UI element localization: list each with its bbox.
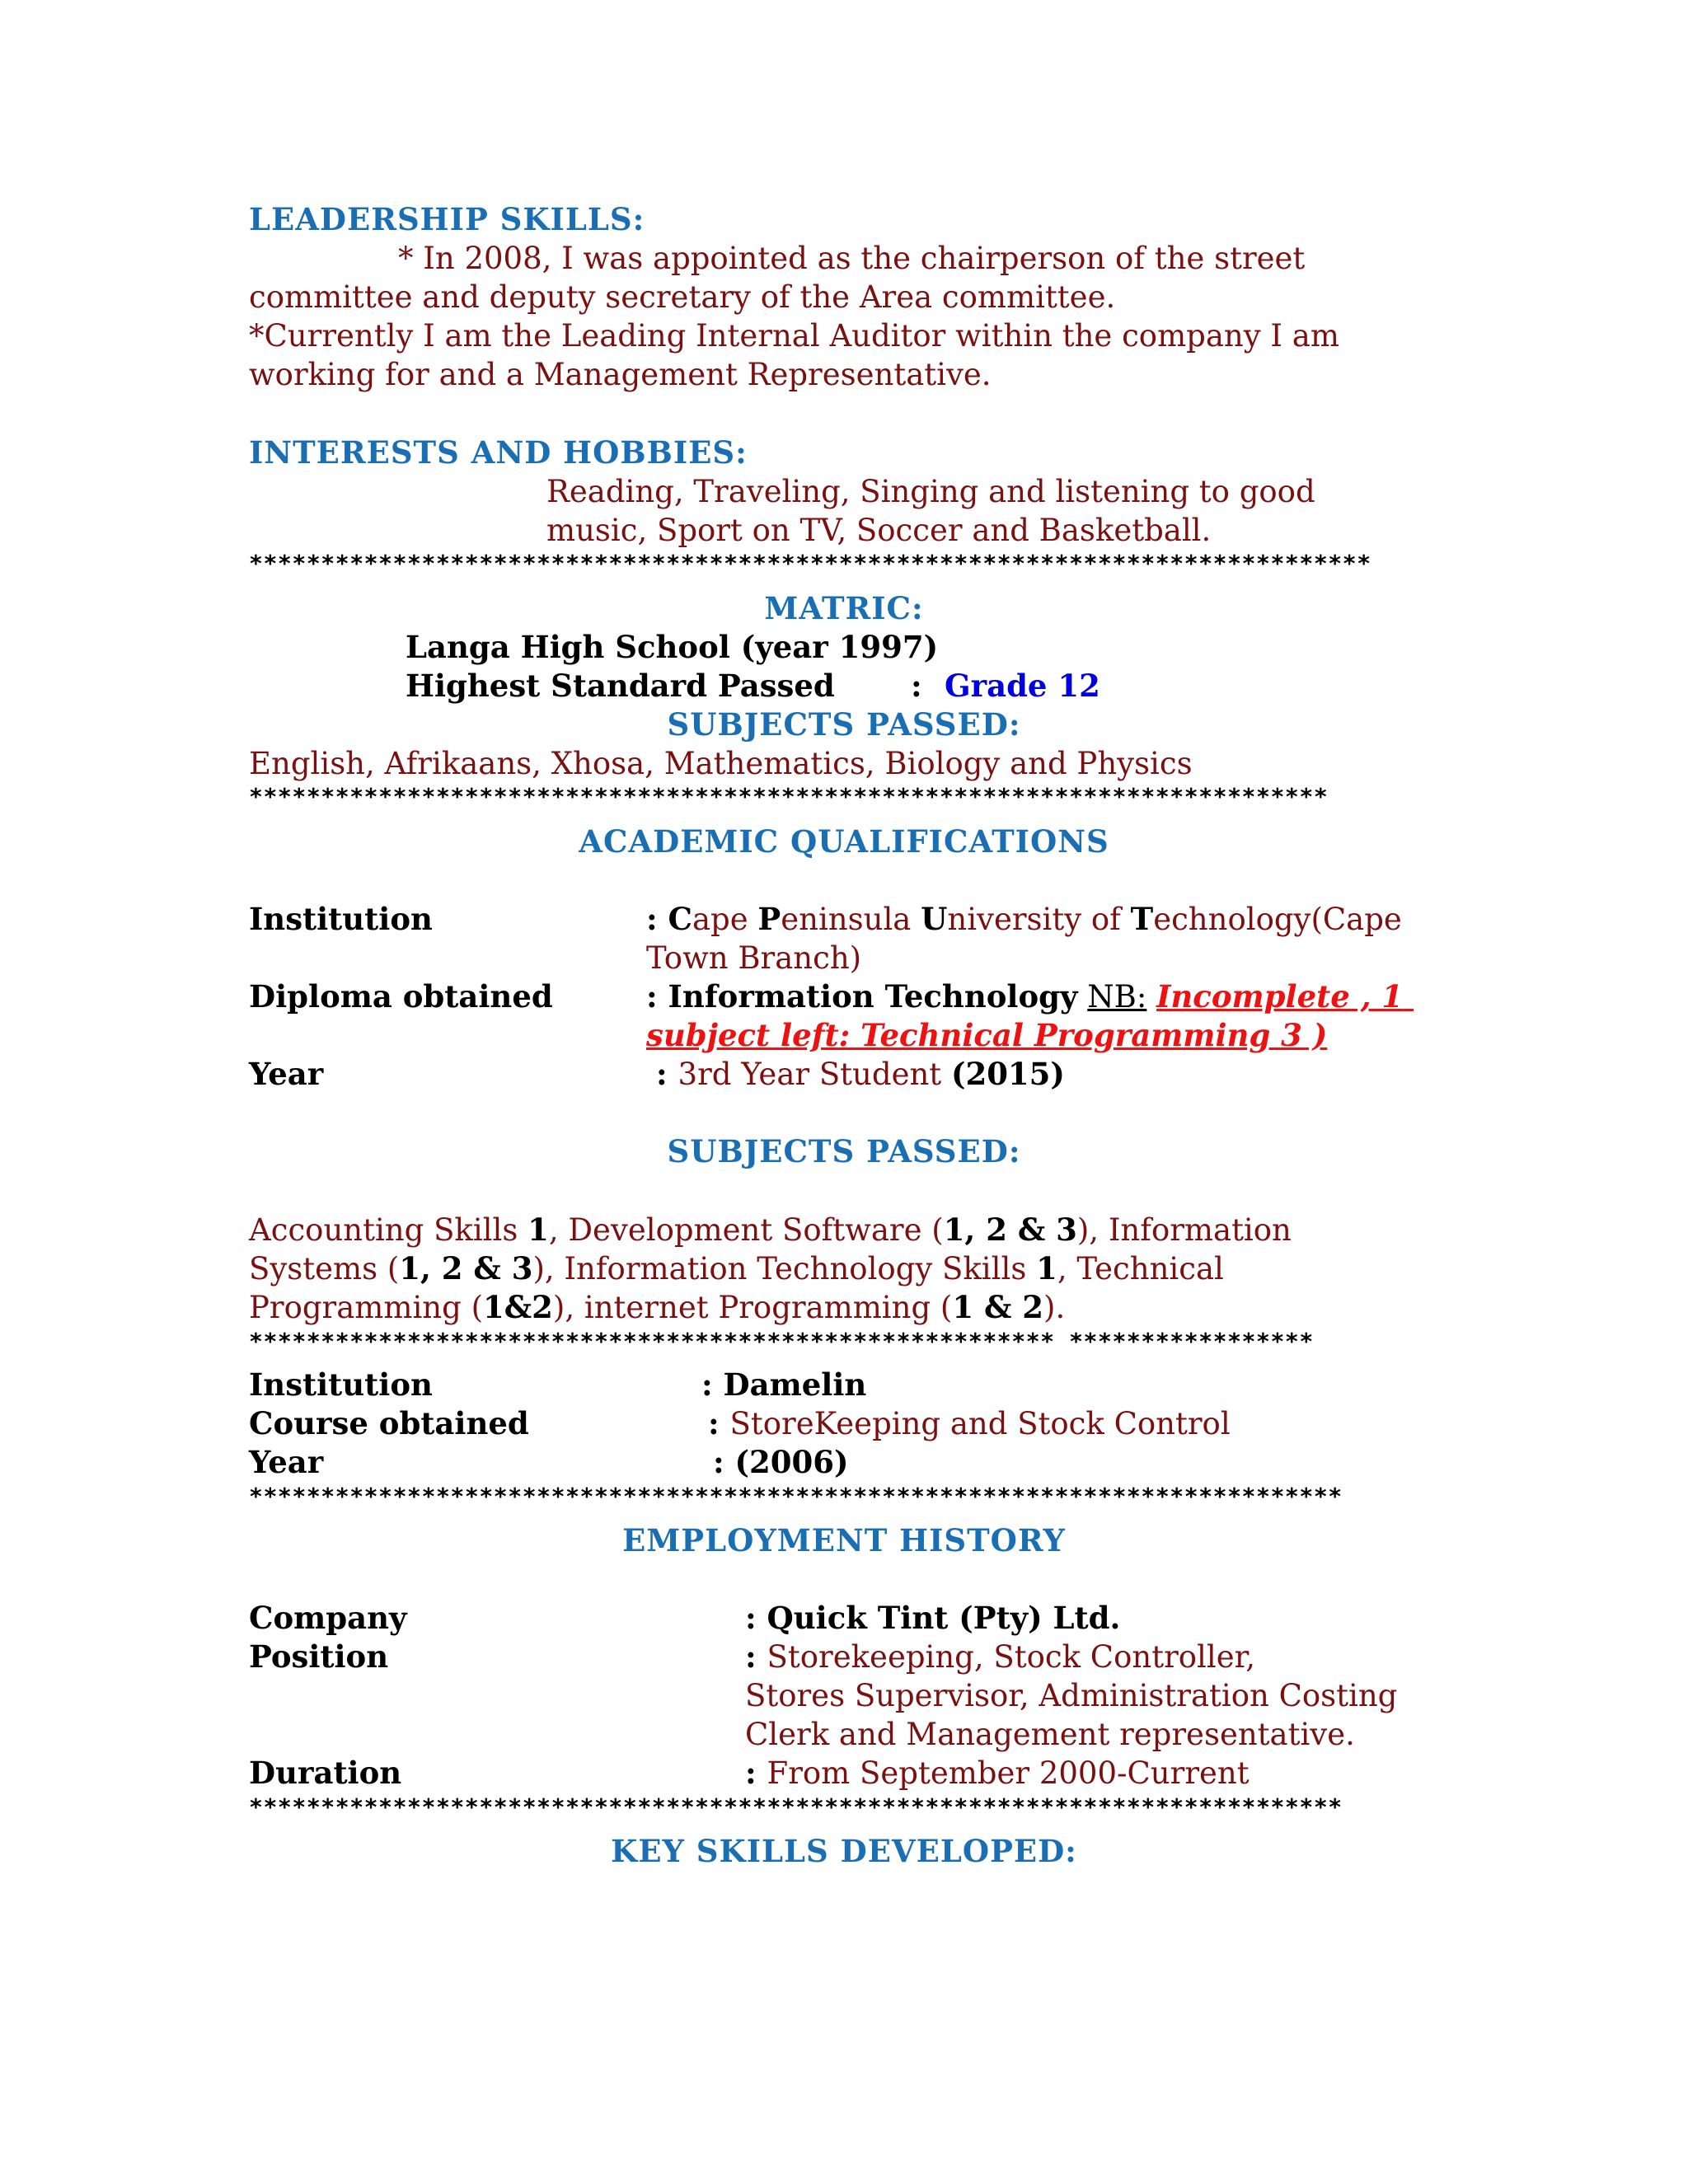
academic-heading: ACADEMIC QUALIFICATIONS <box>579 823 1109 860</box>
matric-standard-value: Grade 12 <box>945 668 1100 704</box>
duration-label: Duration <box>249 1755 402 1791</box>
diploma-label: Diploma obtained <box>249 978 553 1015</box>
company-value: : Quick Tint (Pty) Ltd. <box>745 1600 1121 1636</box>
separator-3: ******************************************************** ***************** <box>249 1328 1314 1355</box>
position-value-line-3: Clerk and Management representative. <box>745 1717 1355 1752</box>
separator-5: **************************************************************************** <box>249 1793 1343 1821</box>
leadership-line-2: committee and deputy secretary of the Area committee. <box>249 279 1116 315</box>
matric-heading: MATRIC: <box>764 590 924 626</box>
separator-2: *************************************************************************** <box>249 783 1329 810</box>
leadership-line-3: *Currently I am the Leading Internal Auditor within the company I am <box>249 318 1339 354</box>
matric-subjects-heading: SUBJECTS PASSED: <box>667 706 1021 743</box>
institution-value: : Cape Peninsula University of Technology(Cape <box>646 901 1402 937</box>
leadership-line-1: * In 2008, I was appointed as the chairperson of the street <box>398 241 1306 276</box>
academic-subjects-line-2: Systems (1, 2 & 3), Information Technology Skills 1, Technical <box>249 1250 1224 1286</box>
matric-subjects: English, Afrikaans, Xhosa, Mathematics, Biology and Physics <box>249 746 1193 781</box>
academic-subjects-line-3: Programming (1&2), internet Programming (1 & 2). <box>249 1289 1066 1325</box>
matric-standard-label: Highest Standard Passed <box>406 668 835 704</box>
diploma-incomplete-note: subject left: Technical Programming 3 ) <box>646 1017 1328 1053</box>
institution-value-line-2: Town Branch) <box>646 940 862 976</box>
damelin-institution-value: : Damelin <box>701 1366 867 1403</box>
duration-value: : From September 2000-Current <box>745 1755 1250 1791</box>
year-value: : 3rd Year Student (2015) <box>656 1056 1065 1092</box>
damelin-course-value: : StoreKeeping and Stock Control <box>708 1405 1231 1441</box>
interests-line-2: music, Sport on TV, Soccer and Basketball. <box>546 513 1212 548</box>
institution-label: Institution <box>249 901 433 937</box>
position-value-line-2: Stores Supervisor, Administration Costing <box>745 1678 1398 1713</box>
academic-subjects-line-1: Accounting Skills 1, Development Software (1, 2 & 3), Information <box>249 1212 1292 1248</box>
matric-standard-colon: : <box>911 668 922 704</box>
position-value-line-1: : Storekeeping, Stock Controller, <box>745 1638 1255 1675</box>
leadership-line-4: working for and a Management Representative. <box>249 357 992 392</box>
academic-subjects-heading: SUBJECTS PASSED: <box>667 1133 1021 1169</box>
damelin-year-value: : (2006) <box>713 1444 849 1480</box>
diploma-value: : Information Technology NB: Incomplete , 1 <box>646 978 1404 1015</box>
interests-heading: INTERESTS AND HOBBIES: <box>249 434 748 471</box>
damelin-institution-label: Institution <box>249 1366 433 1403</box>
position-label: Position <box>249 1638 389 1675</box>
interests-line-1: Reading, Traveling, Singing and listening to good <box>546 474 1315 509</box>
separator-4: **************************************************************************** <box>249 1483 1343 1510</box>
company-label: Company <box>249 1600 407 1636</box>
key-skills-heading: KEY SKILLS DEVELOPED: <box>611 1833 1077 1869</box>
separator-1: ****************************************************************************** <box>249 550 1372 577</box>
damelin-year-label: Year <box>249 1444 324 1480</box>
employment-heading: EMPLOYMENT HISTORY <box>622 1522 1066 1558</box>
year-label: Year <box>249 1056 324 1092</box>
damelin-course-label: Course obtained <box>249 1405 529 1441</box>
matric-school: Langa High School (year 1997) <box>406 629 939 665</box>
leadership-heading: LEADERSHIP SKILLS: <box>249 201 645 237</box>
